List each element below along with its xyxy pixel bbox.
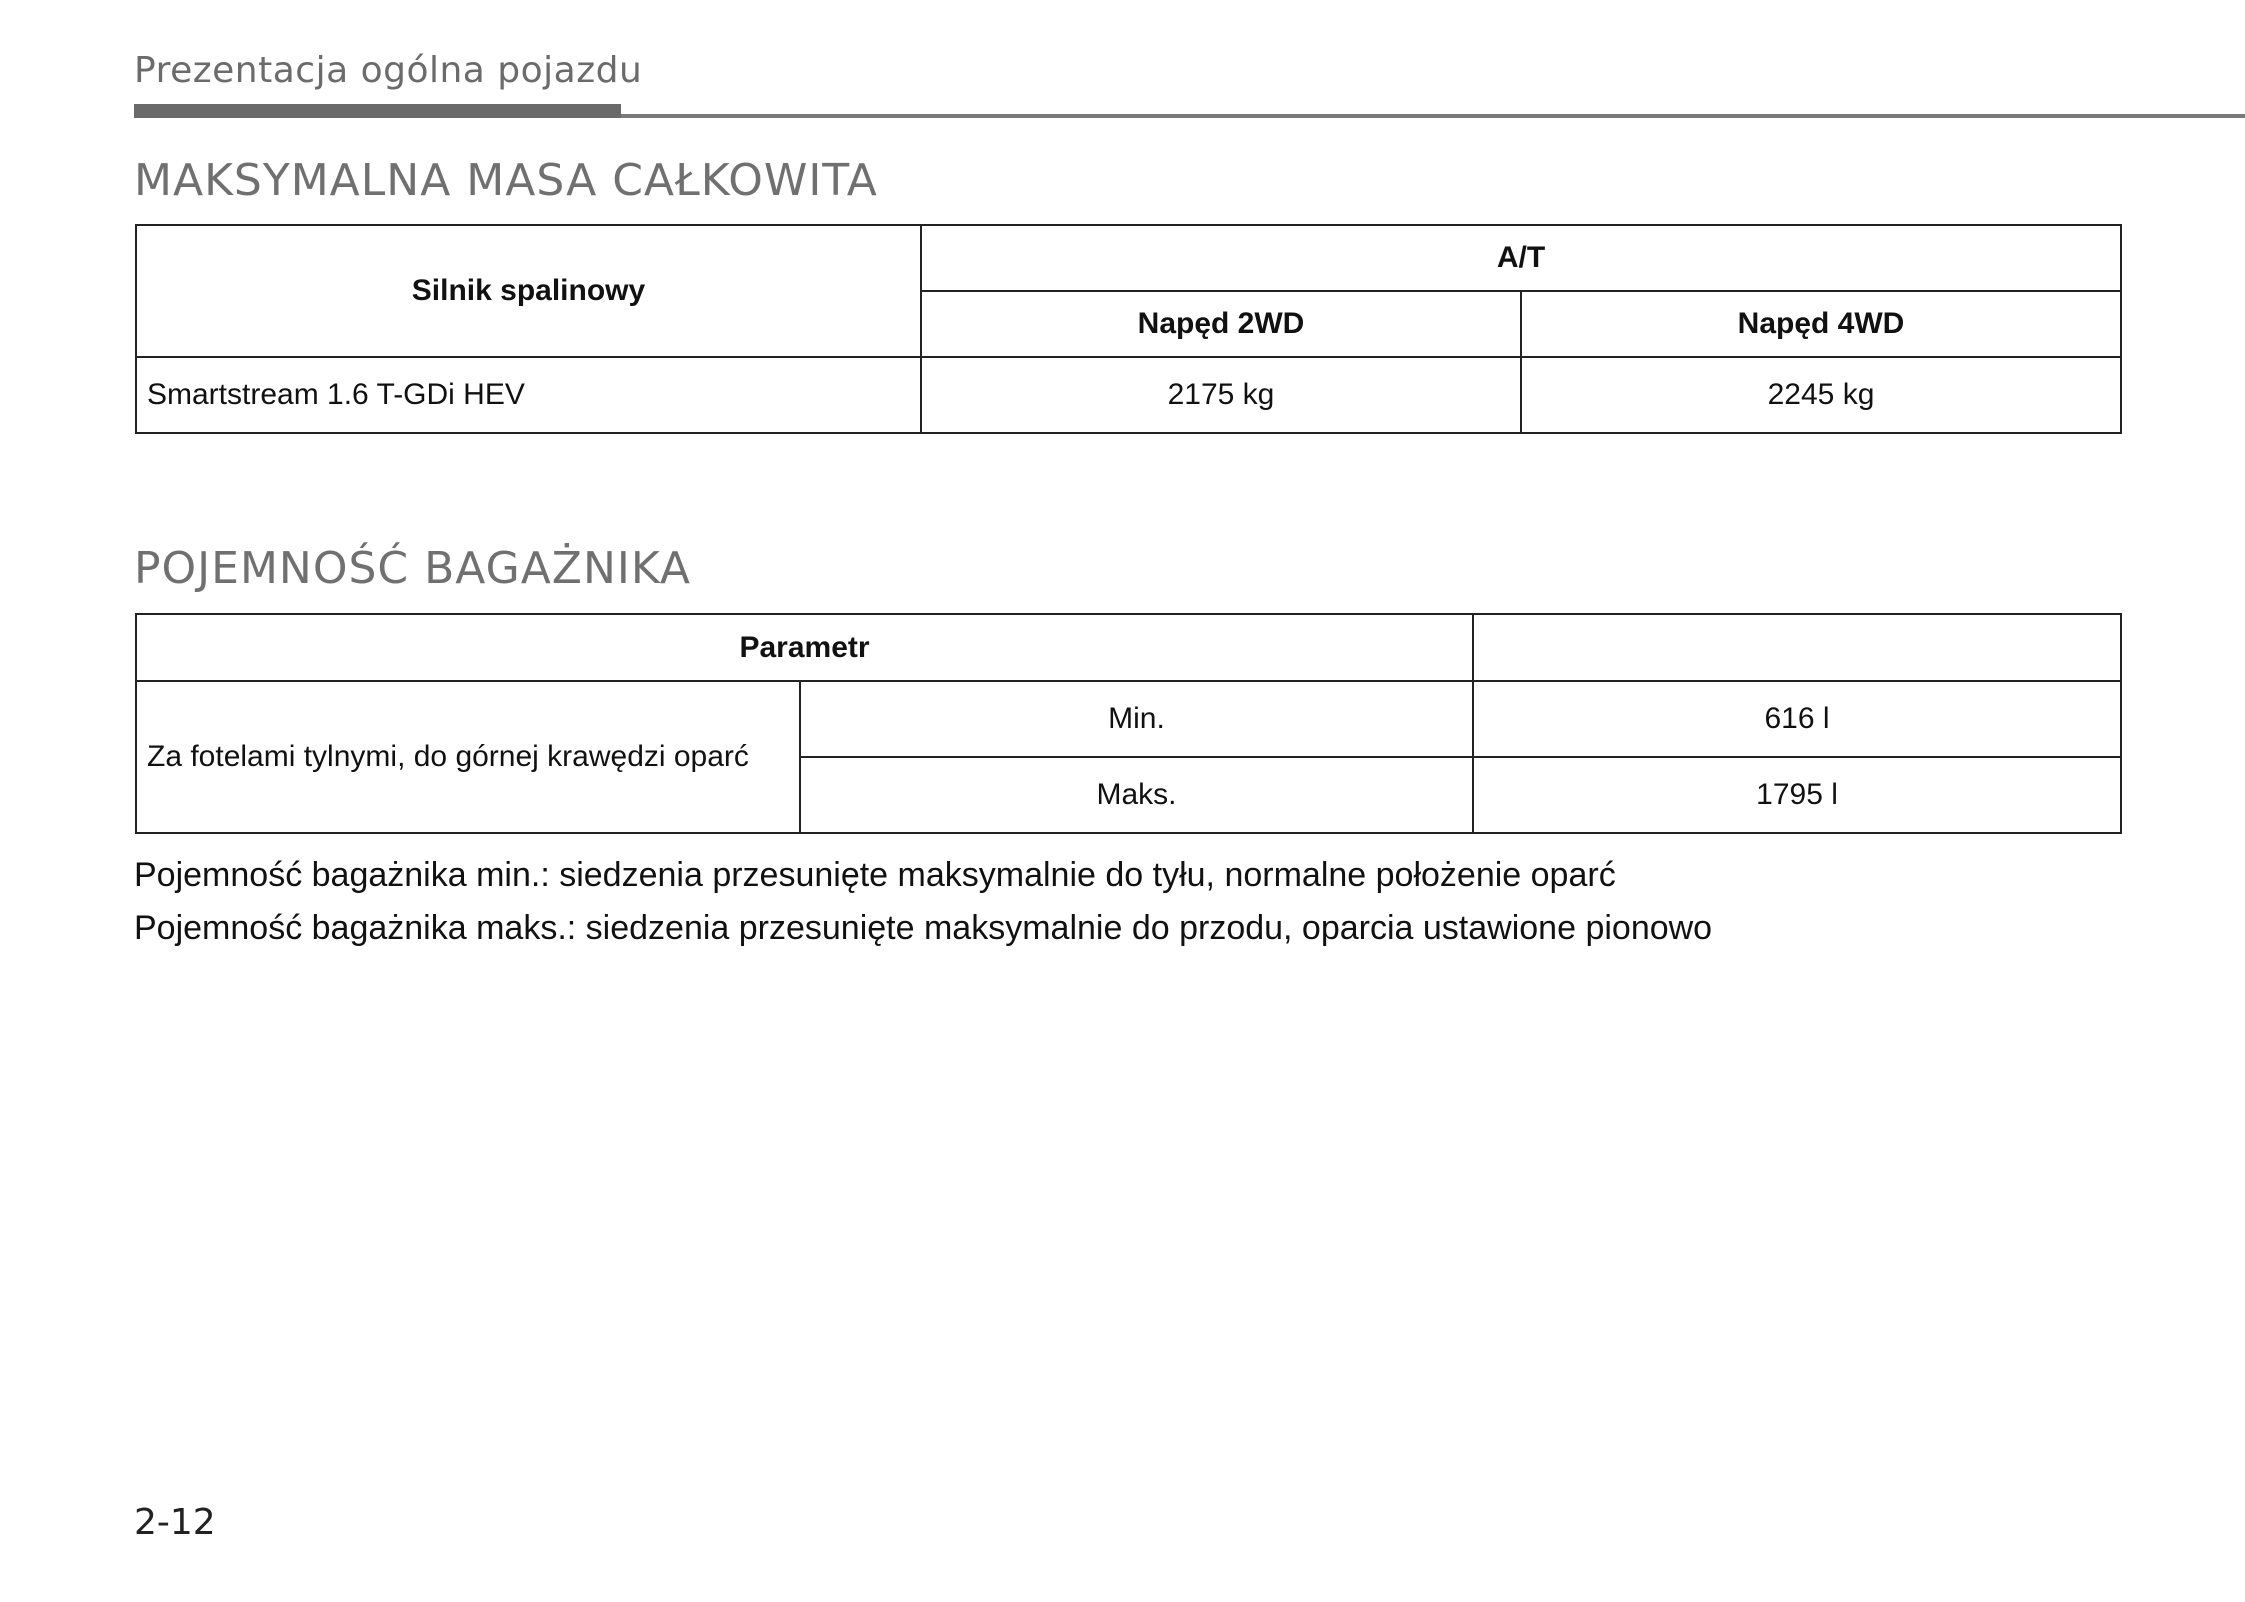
mass-section-title: MAKSYMALNA MASA CAŁKOWITA [134, 155, 878, 206]
value-header [1473, 614, 2121, 681]
cargo-note-min: Pojemność bagażnika min.: siedzenia przesunięte maksymalnie do tyłu, normalne położenie oparć [134, 856, 1616, 894]
cargo-row-label: Za fotelami tylnymi, do górnej krawędzi oparć [136, 681, 800, 833]
cargo-value-min: 616 l [1473, 681, 2121, 757]
page-number: 2-12 [134, 1502, 216, 1543]
cargo-note-max: Pojemność bagażnika maks.: siedzenia przesunięte maksymalnie do przodu, oparcia ustawione pionowo [134, 909, 1713, 947]
parameter-header: Parametr [136, 614, 1473, 681]
mass-table [135, 224, 2122, 434]
header-rule [621, 114, 2245, 118]
mass-2wd-cell: 2175 kg [921, 357, 1521, 433]
engine-name-cell: Smartstream 1.6 T-GDi HEV [136, 357, 921, 433]
transmission-header: A/T [921, 225, 2121, 291]
drive-4wd-header: Napęd 4WD [1521, 291, 2121, 357]
table-row [136, 681, 2121, 757]
mass-4wd-cell: 2245 kg [1521, 357, 2121, 433]
cargo-section-title: POJEMNOŚĆ BAGAŻNIKA [134, 543, 692, 594]
header-tab-bar [134, 104, 621, 118]
cargo-value-max: 1795 l [1473, 757, 2121, 833]
cargo-table [135, 613, 2122, 834]
cargo-mode-min: Min. [800, 681, 1473, 757]
drive-2wd-header: Napęd 2WD [921, 291, 1521, 357]
engine-column-header: Silnik spalinowy [136, 225, 921, 357]
running-header: Prezentacja ogólna pojazdu [134, 50, 643, 91]
cargo-mode-max: Maks. [800, 757, 1473, 833]
table-row [136, 357, 2121, 433]
